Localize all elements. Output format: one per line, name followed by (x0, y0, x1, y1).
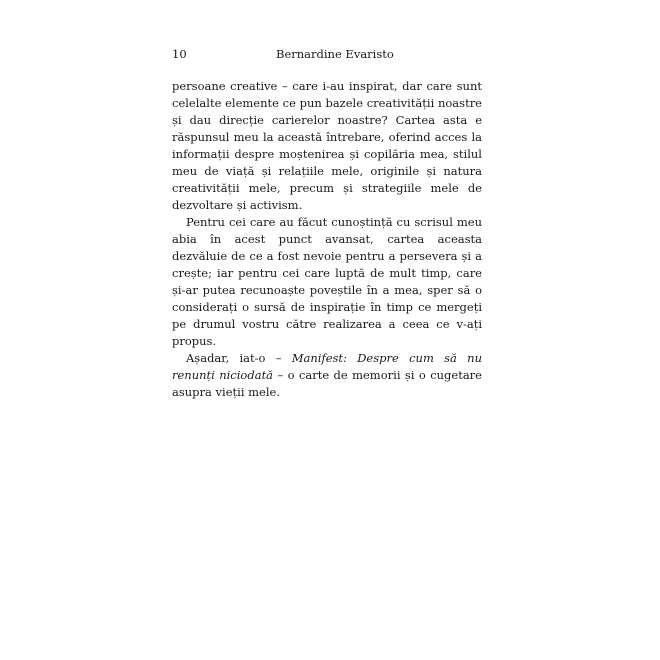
paragraph-3 (172, 350, 482, 401)
paragraph-1: persoane creative – care i-au inspirat, dar care sunt celelalte elemente ce pun bazele creativității noastre și dau direcție carierelor noastre? Cartea asta e răspunsul meu la această întrebare, oferind acces la informații despre moștenirea și copilăria mea, stilul meu de viață și relațiile mele, originile și natura creativității mele, precum și strategiile mele de dezvoltare și activism. (172, 79, 482, 212)
book-title: Manifest: Despre cum să nu renunți niciodată (172, 351, 482, 382)
text-block (172, 78, 482, 401)
paragraph-2: Pentru cei care au făcut cunoștință cu scrisul meu abia în acest punct avansat, cartea aceasta dezvăluie de ce a fost nevoie pentru a persevera și a crește; iar pentru cei care luptă de mult timp, care și-ar putea recunoaște poveștile în a mea, sper să o considerați o sursă de inspirație în timp ce mergeți pe drumul vostru către realizarea a ceea ce v-ați propus. (172, 215, 482, 348)
page-number: 10 (172, 47, 187, 61)
paragraph-3-end: – o carte de memorii și o cugetare asupra vieții mele. (172, 368, 482, 399)
paragraph-3-start: Așadar, iat-o – (186, 351, 292, 365)
running-head (172, 46, 482, 62)
running-title: Bernardine Evaristo (276, 47, 394, 61)
